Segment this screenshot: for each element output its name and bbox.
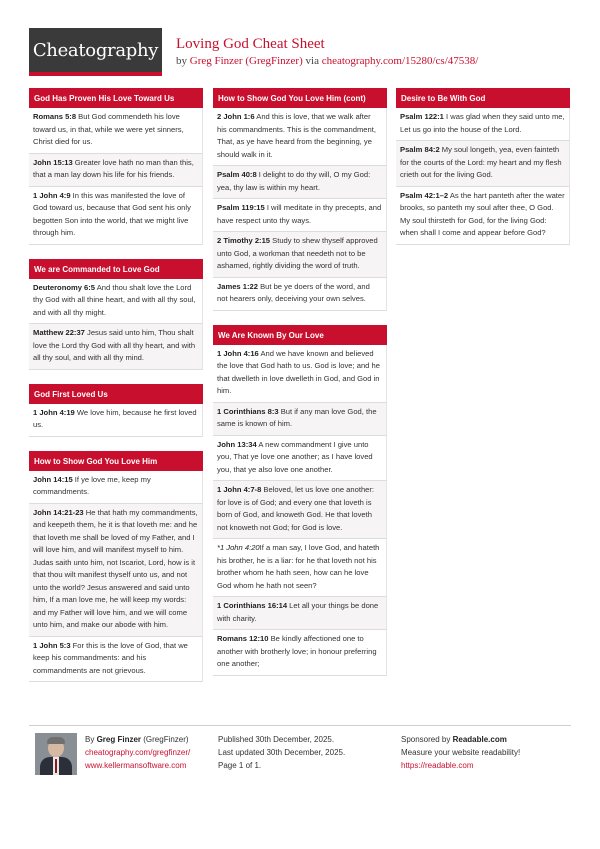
column-1 [29, 88, 203, 696]
verse-reference: James 1:22 [217, 281, 258, 291]
verse-entry [29, 324, 203, 370]
verse-reference: 1 John 4:7-8 [217, 485, 262, 494]
verse-entry [29, 637, 203, 683]
footer-sponsor [401, 733, 520, 772]
verse-entry [213, 166, 387, 199]
verse-entry [213, 278, 387, 311]
verse-text: For this is the love of God, that we keep his commandments: and his commandments are not grievous. [33, 640, 188, 675]
section-heading: God First Loved Us [29, 384, 203, 404]
verse-entry [29, 154, 203, 187]
cheat-section [213, 325, 387, 676]
verse-entry [29, 404, 203, 437]
cheatography-logo[interactable] [29, 28, 162, 76]
verse-text: Greater love hath no man than this, that a man lay down his life for his friends. [33, 157, 194, 179]
byline [176, 55, 478, 67]
verse-entry [29, 187, 203, 245]
verse-reference: Romans 5:8 [33, 112, 77, 121]
verse-reference: 1 John 4:9 [33, 190, 71, 200]
verse-text: Let all your things be done with charity. [217, 601, 379, 623]
cheat-section [29, 259, 203, 370]
section-heading: God Has Proven His Love Toward Us [29, 88, 203, 108]
verse-reference: Matthew 22:37 [33, 328, 85, 337]
verse-reference: 2 John 1:6 [217, 112, 255, 121]
byline-prefix: by [176, 55, 190, 67]
verse-reference: Psalm 40:8 [217, 170, 257, 179]
verse-text: But God commendeth his love toward us, in that, while we were yet sinners, Christ died for us. [33, 112, 184, 146]
footer-author-handle: (GregFinzer) [141, 735, 189, 744]
section-heading: How to Show God You Love Him (cont) [213, 88, 387, 108]
verse-reference: Psalm 42:1–2 [400, 190, 449, 200]
cheat-section [29, 88, 203, 245]
footer-dates [218, 733, 345, 772]
sponsor-prefix: Sponsored by [401, 735, 453, 744]
author-link[interactable]: Greg Finzer (GregFinzer) [189, 55, 303, 67]
verse-reference: Psalm 84:2 [400, 145, 440, 154]
sponsor-tagline: Measure your website readability! [401, 748, 521, 757]
verse-reference: 1 John 5:3 [33, 640, 71, 650]
verse-text: As the hart panteth after the water brooks, so panteth my soul after thee, O God. My soul thirsteth for God, for the living God: when shall I come and appear before God? [400, 190, 565, 237]
sponsor-name[interactable]: Readable.com [452, 735, 507, 744]
verse-entry [29, 504, 203, 637]
verse-entry [213, 108, 387, 166]
cheat-section [396, 88, 570, 245]
section-heading: Desire to Be With God [396, 88, 570, 108]
verse-text: And thou shalt love the Lord thy God with all thine heart, and with all thy soul, and with all thy might. [33, 282, 196, 317]
verse-entry [213, 481, 387, 539]
cheat-section [213, 88, 387, 311]
verse-entry [213, 403, 387, 436]
verse-text: I delight to do thy will, O my God: yea, thy law is within my heart. [217, 170, 371, 192]
verse-text: Beloved, let us love one another: for love is of God; and every one that loveth is born of God, and knoweth God. He that loveth not knoweth not God; for God is love. [217, 485, 375, 532]
verse-text: My soul longeth, yea, even fainteth for the courts of the Lord: my heart and my flesh crieth out for the living God. [400, 145, 562, 179]
verse-entry [396, 108, 570, 141]
verse-text: Study to shew thyself approved unto God, a workman that needeth not to be ashamed, rightly dividing the word of truth. [217, 236, 378, 270]
verse-entry [213, 232, 387, 278]
verse-text: But if any man love God, the same is known of him. [217, 406, 377, 428]
section-heading: We Are Known By Our Love [213, 325, 387, 345]
verse-reference: Psalm 122:1 [400, 112, 444, 121]
page-number: Page 1 of 1. [218, 761, 262, 770]
verse-entry [396, 141, 570, 187]
verse-entry [29, 108, 203, 154]
verse-text: Be kindly affectioned one to another with brotherly love; in honour preferring one another; [217, 634, 377, 668]
verse-reference: 1 Corinthians 8:3 [217, 406, 279, 416]
page-title: Loving God Cheat Sheet [176, 36, 325, 52]
verse-reference: *1 John 4:20 [217, 543, 260, 552]
verse-text: And we have known and believed the love that God hath to us. God is love; and he that dwelleth in love dwelleth in God, and God in him. [217, 348, 380, 395]
verse-text: A new commandment I give unto you, That ye love one another; as I have loved you, that ye also love one another. [217, 439, 373, 474]
verse-entry [396, 187, 570, 245]
sheet-header [176, 36, 478, 67]
author-avatar [35, 733, 77, 775]
verse-text: I was glad when they said unto me, Let us go into the house of the Lord. [400, 112, 565, 134]
sheet-url-link[interactable]: cheatography.com/15280/cs/47538/ [321, 55, 479, 67]
verse-text: I will meditate in thy precepts, and have respect unto thy ways. [217, 203, 382, 225]
verse-reference: Psalm 119:15 [217, 203, 265, 212]
section-heading: We are Commanded to Love God [29, 259, 203, 279]
verse-text: If ye love me, keep my commandments. [33, 474, 151, 496]
verse-reference: John 13:34 [217, 439, 257, 449]
verse-text: And this is love, that we walk after his commandments. This is the commandment, That, as ye have heard from the beginning, ye should walk in it. [217, 112, 376, 159]
verse-entry [29, 279, 203, 325]
byline-via: via [302, 55, 322, 67]
footer-by-label: By [85, 735, 97, 744]
sponsor-link[interactable]: https://readable.com [401, 761, 474, 770]
verse-reference: 1 Corinthians 16:14 [217, 601, 288, 610]
verse-reference: 2 Timothy 2:15 [217, 236, 271, 245]
footer-author-name: Greg Finzer [96, 735, 142, 744]
cheat-section [29, 384, 203, 437]
cheat-section [29, 451, 203, 683]
column-3 [396, 88, 570, 259]
column-2 [213, 88, 387, 690]
verse-text: If a man say, I love God, and hateth his brother, he is a liar: for he that loveth not his brother whom he hath seen, how can he love God whom he hath not seen? [217, 543, 380, 590]
verse-reference: John 15:13 [33, 157, 73, 167]
website-link[interactable]: www.kellermansoftware.com [85, 761, 187, 770]
verse-entry [213, 199, 387, 232]
verse-reference: John 14:15 [33, 474, 73, 484]
verse-entry [213, 539, 387, 597]
logo-text: Cheatography [32, 39, 159, 61]
verse-reference: Romans 12:10 [217, 634, 269, 643]
published-date: Published 30th December, 2025. [218, 735, 335, 744]
verse-reference: John 14:21-23 [33, 507, 84, 517]
verse-text: In this was manifested the love of God toward us, because that God sent his only begotten Son into the world, that we might live through him. [33, 190, 191, 237]
section-heading: How to Show God You Love Him [29, 451, 203, 471]
verse-text: He that hath my commandments, and keepeth them, he it is that loveth me: and he that loveth me shall be loved of my Father, and I will love him, and will manifest myself to him. Judas saith unto him, not Iscariot, Lord, how is it that thou wilt manifest thyself unto us, and not unto the world? Jesus answered and said unto him, If a man love me, he will keep my words: and my Father will love him, and we will come unto him, and make our abode with him. [33, 507, 198, 629]
updated-date: Last updated 30th December, 2025. [218, 748, 346, 757]
verse-entry [213, 345, 387, 403]
footer-divider [29, 725, 571, 726]
verse-entry [213, 630, 387, 676]
verse-text: Jesus said unto him, Thou shalt love the Lord thy God with all thy heart, and with all thy soul, and with all thy mind. [33, 328, 196, 362]
verse-reference: 1 John 4:16 [217, 348, 259, 358]
verse-text: We love him, because he first loved us. [33, 407, 197, 429]
verse-reference: Deuteronomy 6:5 [33, 282, 96, 292]
verse-entry [213, 436, 387, 482]
verse-entry [29, 471, 203, 504]
verse-reference: 1 John 4:19 [33, 407, 75, 417]
footer-author [85, 733, 190, 772]
profile-link[interactable]: cheatography.com/gregfinzer/ [85, 748, 191, 757]
verse-text: But be ye doers of the word, and not hearers only, deceiving your own selves. [217, 281, 370, 303]
verse-entry [213, 597, 387, 630]
